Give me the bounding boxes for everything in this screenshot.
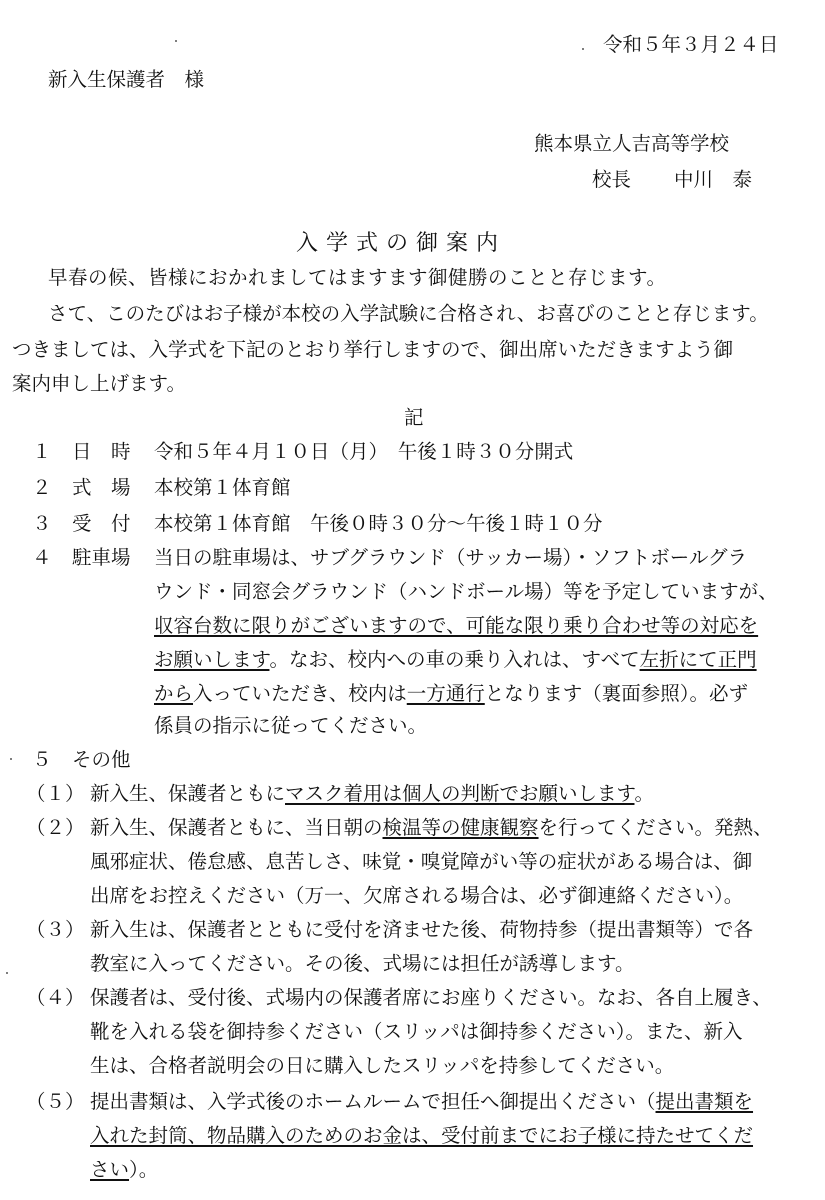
parking-plain: となります（裏面参照）。必ず <box>484 682 749 705</box>
item-label: その他 <box>72 748 131 771</box>
other-underline: さい <box>90 1158 130 1181</box>
item-text: 本校第１体育館 午後０時３０分～午後１時１０分 <box>154 512 603 535</box>
other-text <box>90 1158 158 1182</box>
item-label: 式 場 <box>72 476 131 499</box>
item-text: 令和５年４月１０日（月） 午後１時３０分開式 <box>154 440 574 463</box>
other-number: （４） <box>26 986 85 1009</box>
parking-text: 係員の指示に従ってください。 <box>154 714 428 737</box>
scan-speck <box>6 972 8 974</box>
other-text: 出席をお控えください（万一、欠席される場合は、必ず御連絡ください）。 <box>90 884 744 907</box>
other-plain: 提出書類は、入学式後のホームルームで担任へ御提出ください（ <box>90 1090 656 1113</box>
principal-title: 校長 <box>592 168 632 191</box>
other-plain: 新入生、保護者ともに <box>90 782 286 805</box>
other-text: 保護者は、受付後、式場内の保護者席にお座りください。なお、各自上履き、 <box>90 986 772 1009</box>
item-label: 駐車場 <box>72 546 131 569</box>
other-plain: 新入生、保護者ともに、当日朝の <box>90 816 383 839</box>
other-text <box>90 816 773 840</box>
parking-plain: 。なお、校内への車の乗り入れは、すべて <box>269 648 640 671</box>
other-number: （３） <box>26 918 85 941</box>
school-name: 熊本県立人吉高等学校 <box>534 132 730 155</box>
item-number: ３ <box>32 512 52 535</box>
greeting-line: さて、このたびはお子様が本校の入学試験に合格され、お喜びのことと存じます。 <box>48 302 769 325</box>
other-text: 教室に入ってください。その後、式場には担任が誘導します。 <box>90 952 635 975</box>
other-underline: マスク着用は個人の判断 <box>285 782 500 805</box>
parking-text: 当日の駐車場は、サブグラウンド（サッカー場）・ソフトボールグラ <box>154 546 747 569</box>
other-text <box>90 782 654 806</box>
parking-underline: から <box>154 682 194 705</box>
item-text: 本校第１体育館 <box>154 476 291 499</box>
scan-speck <box>10 758 12 760</box>
other-text <box>90 1090 753 1114</box>
parking-plain: 入っていただき、校内は <box>193 682 407 705</box>
other-text: 風邪症状、倦怠感、息苦しさ、味覚・嗅覚障がい等の症状がある場合は、御 <box>90 850 753 873</box>
greeting-line: 早春の候、皆様におかれましてはますます御健勝のことと存じます。 <box>48 266 667 289</box>
scan-speck <box>175 40 177 42</box>
parking-underline: 左折にて正門 <box>639 648 757 671</box>
other-text: 靴を入れる袋を御持参ください（スリッパは御持参ください）。また、新入 <box>90 1020 743 1043</box>
parking-text: ウンド・同窓会グラウンド（ハンドボール場）等を予定していますが、 <box>154 580 778 603</box>
other-text-underlined: 入れた封筒、物品購入のためのお金は、受付前までにお子様に持たせてくだ <box>90 1124 754 1147</box>
parking-underline: 一方通行 <box>406 682 485 705</box>
item-number: ５ <box>32 748 52 771</box>
item-number: ２ <box>32 476 52 499</box>
other-underline: 提出書類を <box>655 1090 754 1113</box>
other-number: （５） <box>26 1090 85 1113</box>
parking-text <box>154 682 748 706</box>
item-number: １ <box>32 440 52 463</box>
document-date: 令和５年３月２４日 <box>603 33 779 56</box>
other-text: 生は、合格者説明会の日に購入したスリッパを持参してください。 <box>90 1054 675 1077</box>
parking-text-underlined: 収容台数に限りがございますので、可能な限り乗り合わせ等の対応を <box>154 614 759 637</box>
parking-text <box>154 648 757 672</box>
principal-name: 中川 泰 <box>674 168 753 191</box>
item-number: ４ <box>32 546 52 569</box>
ki-heading: 記 <box>404 406 424 429</box>
greeting-line: 案内申し上げます。 <box>12 372 186 395</box>
other-plain: ）。 <box>129 1158 159 1181</box>
recipient: 新入生保護者 様 <box>48 68 205 91</box>
item-label: 受 付 <box>72 512 131 535</box>
scan-speck <box>582 48 584 50</box>
other-plain: を行ってください。発熱、 <box>538 816 773 839</box>
document-title: 入学式の御案内 <box>296 231 507 256</box>
parking-underline: お願いします <box>154 648 270 671</box>
other-underline: 検温等の健康観察 <box>382 816 539 839</box>
greeting-line: つきましては、入学式を下記のとおり挙行しますので、御出席いただきますよう御 <box>12 338 734 361</box>
other-plain: 。 <box>634 782 654 805</box>
other-underline: でお願いします <box>499 782 635 805</box>
other-number: （１） <box>26 782 85 805</box>
other-text: 新入生は、保護者とともに受付を済ませた後、荷物持参（提出書類等）で各 <box>90 918 754 941</box>
other-number: （２） <box>26 816 85 839</box>
item-label: 日 時 <box>72 440 131 463</box>
